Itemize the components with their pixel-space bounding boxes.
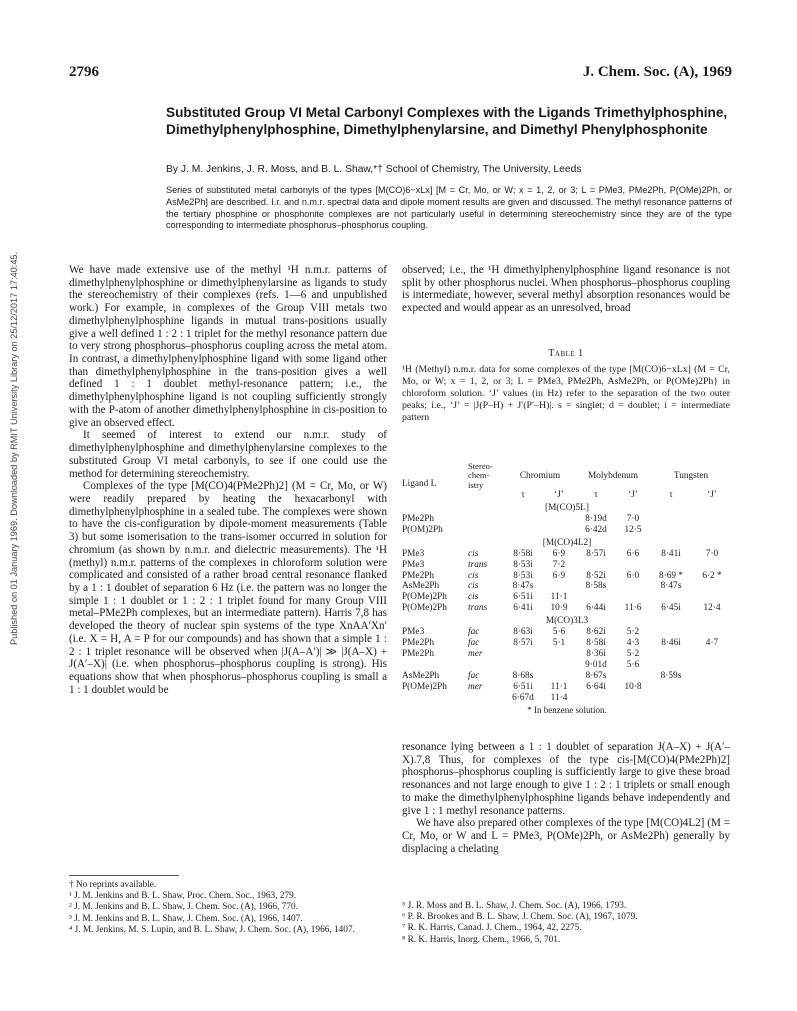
footnote: ⁶ P. R. Brookes and B. L. Shaw, J. Chem. Soc. (A), 1967, 1079. (402, 912, 638, 923)
subheader-tau: τ (669, 490, 673, 501)
value-cell (692, 660, 732, 671)
table-body (402, 501, 732, 703)
table-row (402, 627, 732, 638)
table-row (402, 549, 732, 560)
value-cell: 7·2 (552, 559, 566, 570)
ligand-cell: P(OMe)2Ph (402, 681, 447, 692)
value-cell (542, 660, 576, 671)
subheader-tau: τ (521, 490, 525, 501)
value-cell (650, 592, 692, 603)
value-cell: 4·3 (626, 638, 640, 648)
value-cell (692, 682, 732, 693)
journal-header: J. Chem. Soc. (A), 1969 (582, 64, 732, 80)
stereo-cell: trans (468, 603, 488, 614)
footnote: ⁷ R. K. Harris, Canad. J. Chem., 1964, 42, 2275. (402, 923, 582, 934)
value-cell: 8·19d (585, 514, 607, 525)
paragraph: Complexes of the type [M(CO)4(PMe2Ph)2] (M = Cr, Mo, or W) were readily prepared by heating the hexacarbonyl with dimethylphenylphosphine in a sealed tube. The complexes were shown to have the cis-configuration by dipole-moment measurements (Table 3) but some isomerisation to the trans-isomer occurred in solution for chromium (as shown by n.m.r. and dielectric measurements). The ¹H (methyl) n.m.r. patterns of the complexes in chloroform solution were complicated and consisted of a rather broad central resonance flanked by a 1 : 1 doublet of separation 6 Hz (i.e. the pattern was no longer the simple 1 : 1 doublet or 1 : 2 : 1 triplet found for many Group VIII metal–PMe2Ph complexes, but an intermediate pattern). Harris 7,8 has developed the theory of nuclear spin systems of the type XnAA′Xn′ (i.e. X = H, A = P for our compounds) and has shown that a simple 1 : 2 : 1 triplet resonance will be observed when |J(A–A′)| ≫ |J(A–X) + J(A′–X)| (i.e. when phosphorus–phosphorus coupling is strong). His equations show that when phosphorus–phosphorus coupling is small a 1 : 1 doublet would be (69, 480, 387, 696)
table-group-heading (402, 614, 732, 627)
value-cell (616, 693, 650, 704)
left-footnotes (69, 880, 387, 936)
value-cell (692, 560, 732, 571)
ligand-cell: PMe2Ph (402, 638, 435, 648)
table-caption: ¹H (Methyl) n.m.r. data for some complexes of the type [M(CO)6−xLx] (M = Cr, Mo, or W; x = 1, 2, or 3; L = PMe3, PMe2Ph, AsMe2Ph, or P(OMe)2Ph} in chloroform solution. ‘J’ values (in Hz) refer to the separation of the two outer peaks; i.e., ‘J’ = |J(P–H) + J′(P′–H)|. s = singlet; d = doublet; i = intermediate pattern (402, 364, 730, 424)
table-row (402, 571, 732, 582)
paragraph: We have made extensive use of the methyl ¹H n.m.r. patterns of dimethylphenylphosphine or dimethylphenylarsine as ligands to study the stereochemistry of their complexes (refs. 1—6 and unpublished work.) For example, in complexes of the Group VIII metals two dimethylphenylphosphine ligands in mutual trans-positions usually give a well defined 1 : 2 : 1 triplet for the methyl resonance pattern due to very strong phosphorus–phosphorus coupling across the metal atom. In contrast, a dimethylphenylphosphine ligand with some ligand other than dimethylphenylphosphine in the trans-position gives a well defined 1 : 1 doublet methyl-resonance pattern; i.e., the dimethylphenylphosphine ligand is not coupling sufficiently strongly with the P-atom of another dimethylphenylphosphine in cis-position to give an observed effect. (69, 264, 387, 429)
value-cell (692, 693, 732, 704)
subheader-tau: τ (594, 490, 598, 501)
table-row (402, 525, 732, 536)
article-title: Substituted Group VI Metal Carbonyl Complexes with the Ligands Trimethylphosphine, Dimethylphenylphosphine, Dimethylphenylarsine, and Dimethyl Phenylphosphonite (166, 105, 728, 137)
value-cell (650, 682, 692, 693)
value-cell: 8·57i (513, 638, 533, 648)
value-cell: 6·45i (661, 603, 681, 614)
footnote: ¹ J. M. Jenkins and B. L. Shaw, Proc. Chem. Soc., 1963, 279. (69, 891, 297, 902)
value-cell: 8·58s (585, 581, 607, 592)
value-cell: 8·53i (513, 559, 533, 570)
col-header-stereo: Stereo-chem-istry (468, 461, 493, 490)
paragraph: We have also prepared other complexes of the type [M(CO)4L2] (M = Cr, Mo, or W and L = PMe3, P(OMe)2Ph, or AsMe2Ph) generally by displacing a chelating (402, 817, 730, 855)
value-cell (692, 592, 732, 603)
value-cell (692, 671, 732, 682)
value-cell (542, 514, 576, 525)
value-cell: 12·5 (624, 524, 642, 535)
value-cell: 6·41i (513, 603, 533, 614)
ligand-cell (402, 660, 468, 671)
value-cell (692, 581, 732, 592)
footnote: † No reprints available. (69, 880, 157, 890)
value-cell (692, 525, 732, 536)
value-cell: 5·2 (626, 627, 640, 638)
table-row (402, 603, 732, 614)
col-header-chromium: Chromium (519, 470, 561, 481)
ligand-cell: PMe3 (402, 627, 425, 638)
value-cell: 8·41i (661, 548, 681, 559)
stereo-cell (468, 660, 504, 671)
value-cell: 8·69 * (658, 570, 683, 581)
right-column-bottom (402, 741, 730, 855)
value-cell: 6·42d (585, 524, 607, 535)
group-title: [M(CO)5L] (545, 503, 589, 514)
right-footnotes (402, 901, 730, 946)
ligand-cell: PMe3 (402, 559, 425, 570)
paragraph: resonance lying between a 1 : 1 doublet of separation J(A–X) + J(A′–X).7,8 Thus, for complexes of the type cis-[M(CO)4(PMe2Ph)2] phosphorus–phosphorus coupling is sufficiently large to give these broad resonances and not large enough to give 1 : 2 : 1 triplets or small enough to make the dimethylphenylphosphine ligands behave independently and give 1 : 1 methyl resonance patterns. (402, 741, 730, 817)
value-cell: 5·6 (626, 659, 640, 670)
value-cell (650, 627, 692, 638)
ligand-cell (402, 693, 468, 704)
value-cell (650, 693, 692, 704)
value-cell: 8·47s (660, 581, 682, 592)
value-cell: 5·6 (552, 627, 566, 638)
footnote: ⁵ J. R. Moss and B. L. Shaw, J. Chem. Soc. (A), 1966, 1793. (402, 901, 627, 911)
ligand-cell: P(OMe)2Ph (402, 592, 447, 603)
value-cell (576, 592, 616, 603)
table-group-heading (402, 536, 732, 549)
value-cell (616, 560, 650, 571)
value-cell: 8·58i (586, 638, 606, 648)
value-cell: 11·4 (550, 692, 568, 703)
value-cell (650, 660, 692, 671)
value-cell: 6·64i (586, 681, 606, 692)
value-cell (576, 693, 616, 704)
value-cell: 8·68s (512, 670, 534, 681)
table-footnote: * In benzene solution. (527, 705, 607, 716)
value-cell: 10·8 (624, 681, 642, 692)
stereo-cell (468, 514, 504, 525)
page-number: 2796 (69, 64, 99, 80)
value-cell (650, 514, 692, 525)
value-cell: 8·36i (586, 648, 606, 659)
value-cell (692, 514, 732, 525)
footnote: ⁴ J. M. Jenkins, M. S. Lupin, and B. L. Shaw, J. Chem. Soc. (A), 1966, 1407. (69, 924, 355, 935)
value-cell: 5·1 (552, 638, 566, 648)
stereo-cell: fac (468, 627, 480, 638)
value-cell: 6·44i (586, 603, 606, 614)
value-cell: 6·67d (512, 692, 534, 703)
col-header-tungsten: Tungsten (673, 470, 709, 481)
ligand-cell: AsMe2Ph (402, 581, 440, 592)
paragraph: It seemed of interest to extend our n.m.r. study of dimethylphenylphosphine and dimethylphenylarsine complexes to the substituted Group VI metal carbonyls, to see if one could use the method for determining stereochemistry. (69, 429, 387, 480)
value-cell (542, 649, 576, 660)
author-line: By J. M. Jenkins, J. R. Moss, and B. L. Shaw,*† School of Chemistry, The University, Leeds (166, 164, 582, 175)
stereo-cell: cis (468, 581, 479, 592)
stereo-cell (468, 693, 504, 704)
value-cell (576, 560, 616, 571)
table-row (402, 649, 732, 660)
paragraph: observed; i.e., the ¹H dimethylphenylphosphine ligand resonance is not split by other phosphorus nuclei. When phosphorus–phosphorus coupling is intermediate, however, several methyl absorption resonances would be expected and would appear as an unresolved, broad (402, 264, 730, 315)
ligand-cell: PMe2Ph (402, 514, 435, 525)
group-title: [M(CO)4L2] (542, 537, 592, 548)
value-cell: 7·0 (626, 514, 640, 525)
table-row (402, 581, 732, 592)
group-title: M(CO)3L3 (545, 616, 589, 627)
stereo-cell: trans (468, 559, 488, 570)
footnote: ⁸ R. K. Harris, Inorg. Chem., 1966, 5, 701. (402, 934, 561, 945)
value-cell (692, 627, 732, 638)
value-cell: 11·1 (550, 592, 568, 603)
value-cell: 8·58i (513, 548, 533, 559)
value-cell (504, 660, 542, 671)
value-cell: 6·9 (552, 548, 566, 559)
value-cell (542, 581, 576, 592)
table-1 (402, 462, 732, 715)
table-row (402, 592, 732, 603)
value-cell (504, 649, 542, 660)
footnote: ³ J. M. Jenkins and B. L. Shaw, J. Chem. Soc. (A), 1966, 1407. (69, 913, 303, 924)
subheader-j: ‘J’ (628, 490, 638, 501)
value-cell: 8·52i (586, 570, 606, 581)
value-cell (692, 649, 732, 660)
value-cell (504, 525, 542, 536)
table-row (402, 660, 732, 671)
value-cell (650, 560, 692, 571)
value-cell: 8·47s (512, 581, 534, 592)
value-cell (650, 649, 692, 660)
stereo-cell: fac (468, 670, 480, 681)
value-cell: 6·0 (626, 570, 640, 581)
download-watermark: Published on 01 January 1969. Downloaded by RMIT University Library on 25/12/2017 17:40:45. (9, 251, 19, 645)
value-cell: 8·46i (661, 638, 681, 648)
footnote-rule (69, 875, 179, 876)
subheader-j: ‘J’ (554, 490, 564, 501)
stereo-cell: cis (468, 548, 479, 559)
value-cell (542, 671, 576, 682)
value-cell: 6·51i (513, 681, 533, 692)
col-header-molybdenum: Molybdenum (587, 470, 639, 481)
value-cell: 11·6 (624, 603, 642, 614)
ligand-cell: AsMe2Ph (402, 670, 440, 681)
value-cell (616, 581, 650, 592)
value-cell: 11·1 (550, 681, 568, 692)
value-cell: 8·53i (513, 570, 533, 581)
ligand-cell: PMe2Ph (402, 648, 435, 659)
table-row (402, 693, 732, 704)
ligand-cell: P(OM)2Ph (402, 524, 443, 535)
stereo-cell: mer (468, 681, 483, 692)
ligand-cell: P(OMe)2Ph (402, 603, 447, 614)
value-cell (504, 514, 542, 525)
value-cell: 9·01d (585, 659, 607, 670)
value-cell: 5·2 (626, 648, 640, 659)
ligand-cell: PMe3 (402, 548, 425, 559)
value-cell: 4·7 (705, 638, 719, 648)
value-cell: 6·51i (513, 592, 533, 603)
stereo-cell: cis (468, 592, 479, 603)
value-cell: 6·6 (626, 548, 640, 559)
value-cell (542, 525, 576, 536)
value-cell (616, 592, 650, 603)
table-group-heading (402, 501, 732, 514)
value-cell: 7·0 (705, 548, 719, 559)
table-row (402, 671, 732, 682)
table-label: Table 1 (548, 348, 584, 359)
stereo-cell: cis (468, 570, 479, 581)
nmr-table (402, 462, 732, 703)
table-row (402, 514, 732, 525)
value-cell (650, 525, 692, 536)
subheader-j: ‘J’ (707, 490, 717, 501)
value-cell: 6·2 * (702, 570, 722, 581)
table-row (402, 682, 732, 693)
value-cell: 8·62i (586, 627, 606, 638)
value-cell: 8·57i (586, 548, 606, 559)
value-cell: 8·63i (513, 627, 533, 638)
col-header-ligand: Ligand L (402, 479, 437, 490)
value-cell (616, 671, 650, 682)
value-cell: 8·67s (585, 670, 607, 681)
table-row (402, 560, 732, 571)
value-cell: 6·9 (552, 570, 566, 581)
stereo-cell (468, 525, 504, 536)
left-column (69, 264, 387, 696)
value-cell: 10·9 (550, 603, 568, 614)
footnote: ² J. M. Jenkins and B. L. Shaw, J. Chem. Soc. (A), 1966, 770. (69, 902, 298, 913)
abstract: Series of substituted metal carbonyls of the types [M(CO)6−xLx] [M = Cr, Mo, or W; x = 1, 2, or 3; L = PMe3, PMe2Ph, P(OMe)2Ph, or AsMe2Ph] are described. I.r. and n.m.r. spectral data and dipole moment results are given and discussed. The methyl resonance patterns of the tertiary phosphine or phosphonite complexes are not particularly useful in determining stereochemistry since they are of the type corresponding to intermediate phosphorus–phosphorus coupling. (166, 185, 732, 231)
right-column-top (402, 264, 730, 315)
table-row (402, 638, 732, 649)
stereo-cell: fac (468, 638, 480, 648)
value-cell: 8·59s (660, 670, 682, 681)
stereo-cell: mer (468, 648, 483, 659)
ligand-cell: PMe2Ph (402, 570, 435, 581)
value-cell: 12·4 (703, 603, 721, 614)
